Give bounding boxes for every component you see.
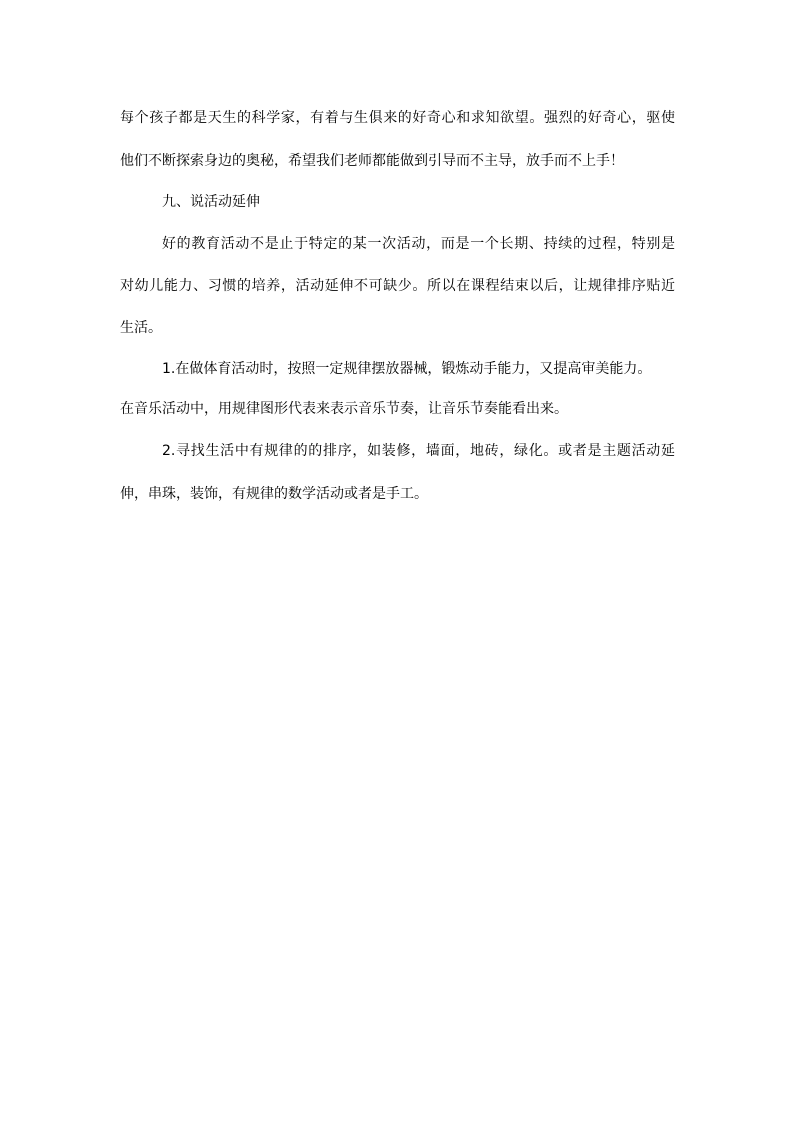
paragraph-line-4: 对幼儿能力、习惯的培养，活动延伸不可缺少。所以在课程结束以后，让规律排序贴近 — [120, 278, 675, 294]
paragraph-line-2: 他们不断探索身边的奥秘，希望我们老师都能做到引导而不主导，放手而不上手！ — [120, 153, 624, 169]
paragraph-line-5: 生活。 — [120, 320, 162, 336]
paragraph-line-3: 好的教育活动不是止于特定的某一次活动，而是一个长期、持续的过程，特别是 — [162, 236, 675, 252]
list-item-1-line-2: 在音乐活动中，用规律图形代表来表示音乐节奏，让音乐节奏能看出来。 — [120, 401, 568, 417]
list-item-2-line-1: 2.寻找生活中有规律的的排序，如装修，墙面，地砖，绿化。或者是主题活动延 — [162, 443, 675, 459]
list-item-1-line-1: 1.在做体育活动时，按照一定规律摆放器械，锻炼动手能力，又提高审美能力。 — [162, 361, 652, 377]
section-heading: 九、说活动延伸 — [162, 194, 260, 210]
list-item-2-line-2: 伸，串珠，装饰，有规律的数学活动或者是手工。 — [120, 486, 428, 502]
paragraph-line-1: 每个孩子都是天生的科学家，有着与生俱来的好奇心和求知欲望。强烈的好奇心，驱使 — [120, 110, 675, 126]
